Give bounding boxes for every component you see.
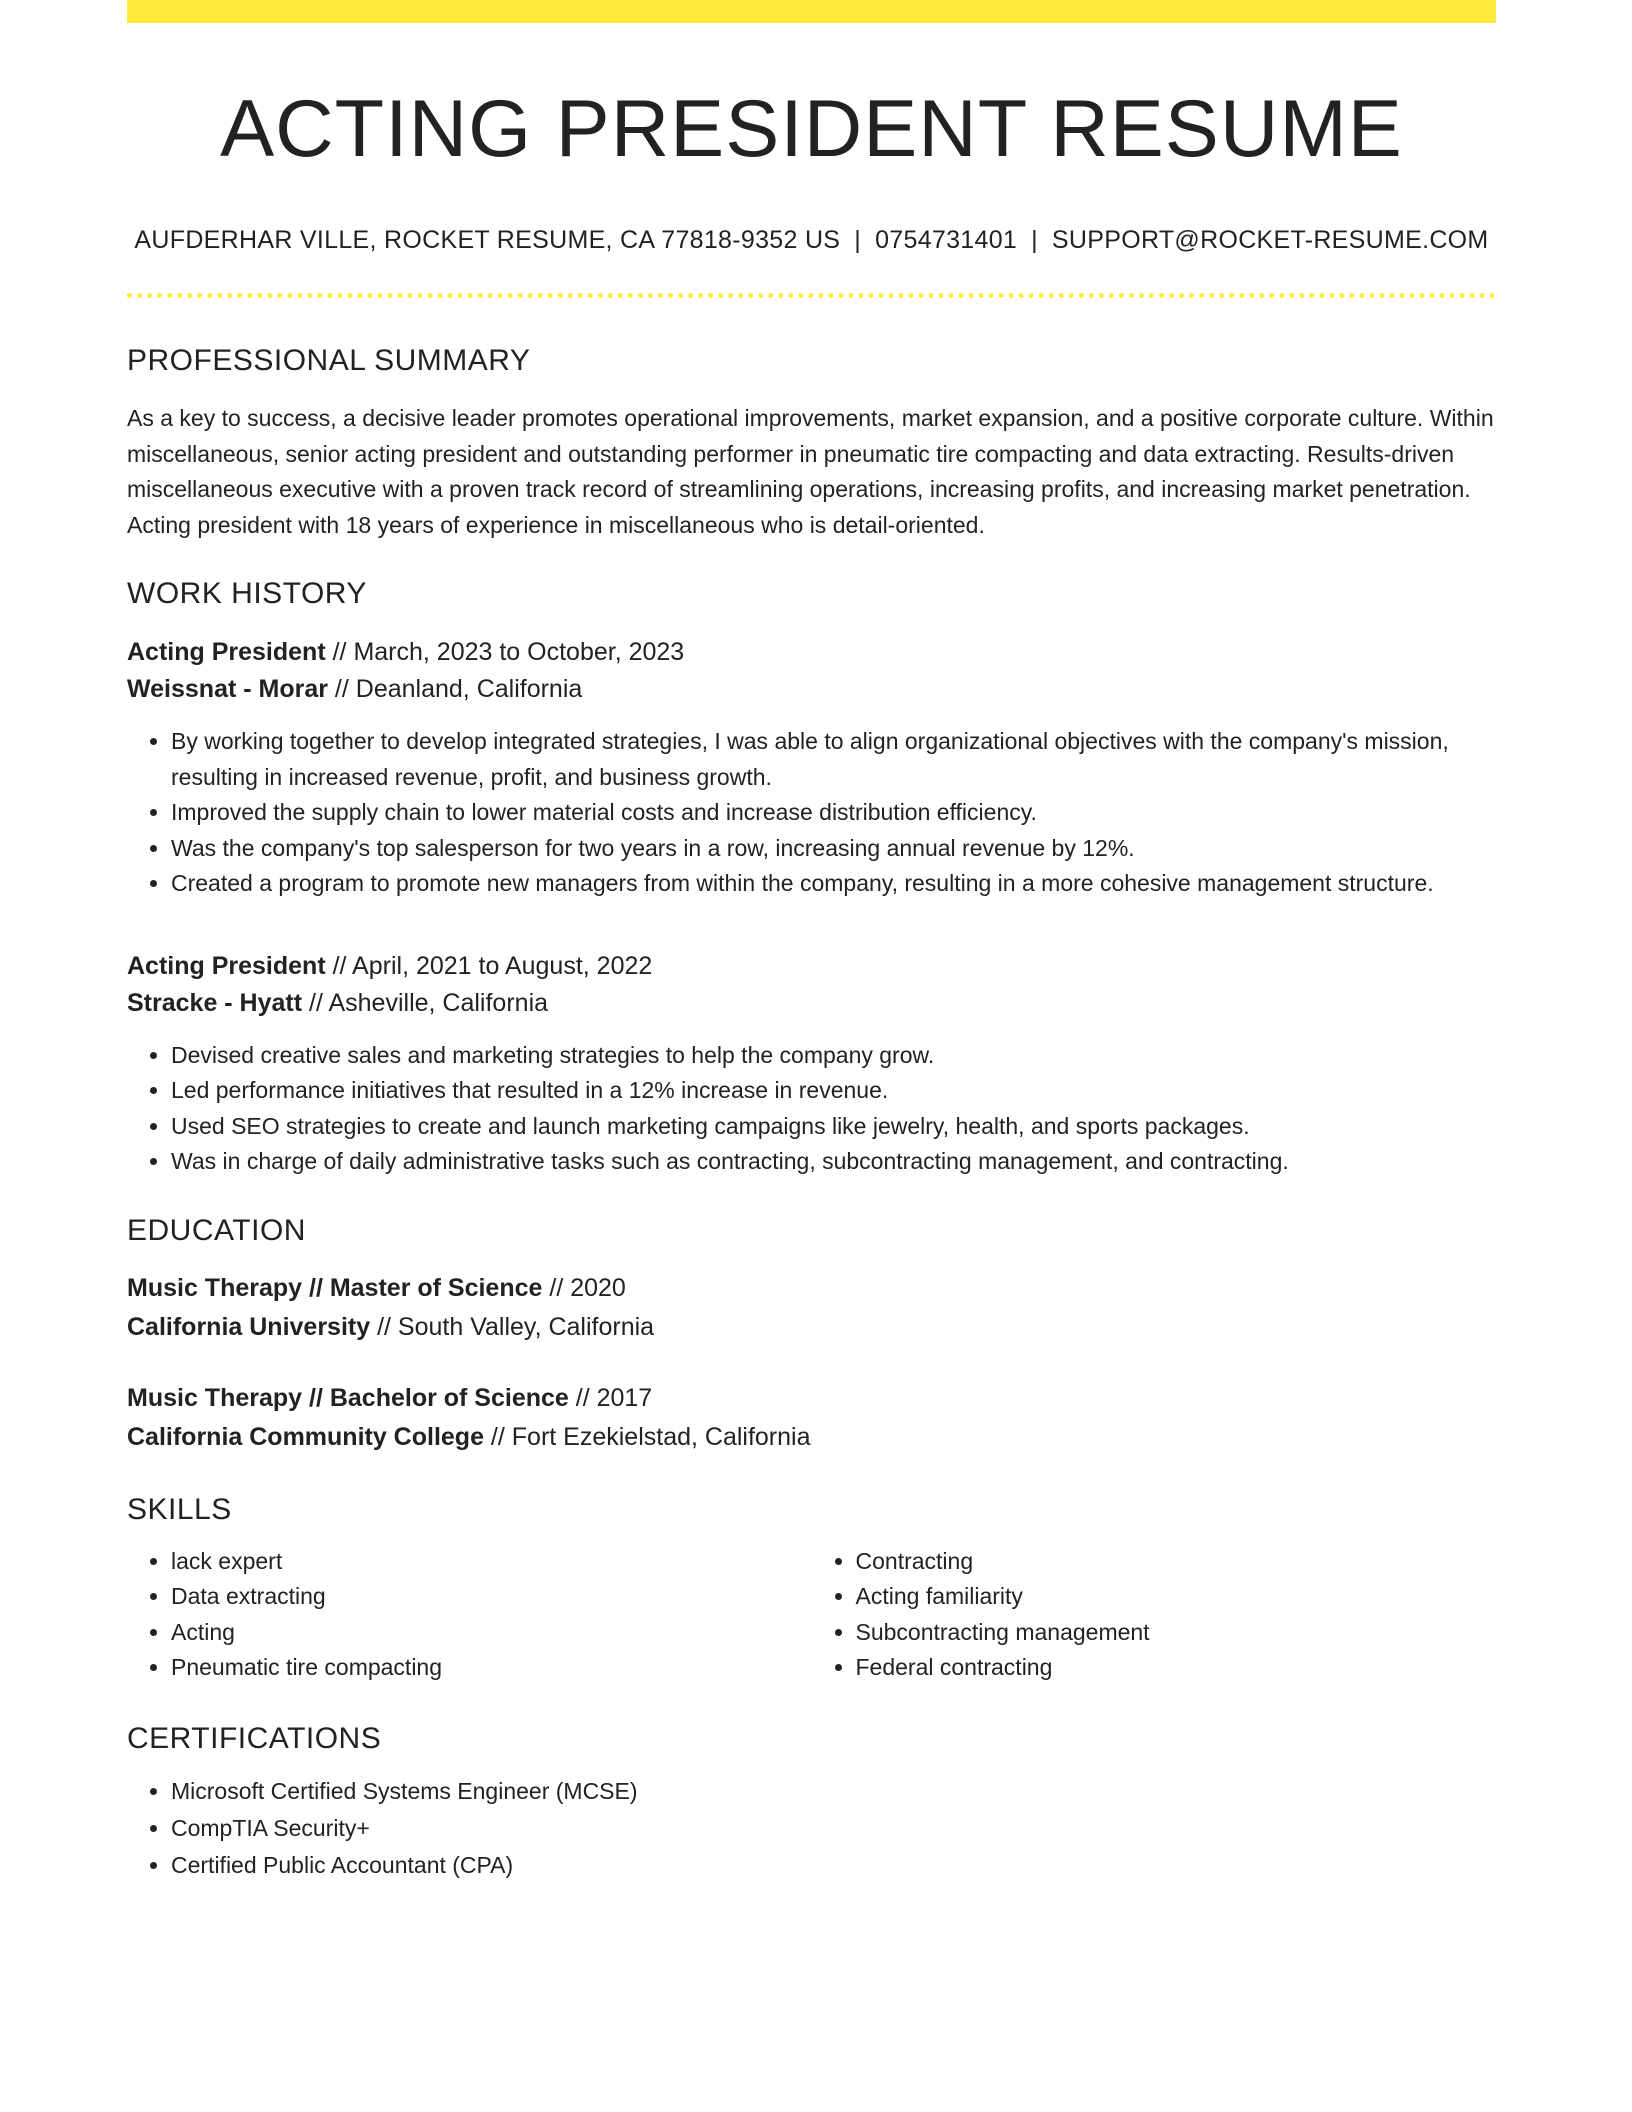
job-bullets	[127, 724, 1496, 902]
certifications-list	[127, 1773, 1496, 1884]
skill-item: • lack expert	[171, 1544, 812, 1580]
education-school: California Community College	[127, 1422, 484, 1451]
job-dates: // April, 2021 to August, 2022	[325, 951, 653, 980]
education-degree-line	[127, 1379, 1496, 1418]
job-bullet: • Devised creative sales and marketing strategies to help the company grow.	[171, 1038, 1496, 1074]
accent-top-bar	[127, 0, 1496, 23]
skill-item: • Pneumatic tire compacting	[171, 1650, 812, 1686]
education-location: // Fort Ezekielstad, California	[483, 1422, 811, 1451]
job-company-line	[127, 671, 1496, 708]
skill-item: • Contracting	[856, 1544, 1497, 1580]
education-entry	[127, 1269, 1496, 1347]
education-location: // South Valley, California	[370, 1312, 655, 1341]
job-title: Acting President	[127, 951, 326, 980]
job-bullets	[127, 1038, 1496, 1180]
summary-heading: PROFESSIONAL SUMMARY	[127, 344, 531, 378]
education-school: California University	[127, 1312, 371, 1341]
job-title-line	[127, 948, 1496, 985]
education-year: // 2020	[542, 1273, 626, 1302]
skills-column-right	[812, 1544, 1497, 1686]
job-title-line	[127, 634, 1496, 671]
job-bullet: • Used SEO strategies to create and launch marketing campaigns like jewelry, health, and sports packages.	[171, 1109, 1496, 1145]
job-company-line	[127, 985, 1496, 1022]
education-heading: EDUCATION	[127, 1213, 306, 1247]
job-bullet: • Was the company's top salesperson for two years in a row, increasing annual revenue by 12%.	[171, 831, 1496, 867]
job-company: Stracke - Hyatt	[127, 988, 303, 1017]
job-bullet: • Improved the supply chain to lower material costs and increase distribution efficiency.	[171, 795, 1496, 831]
education-degree-line	[127, 1269, 1496, 1308]
skill-item: • Federal contracting	[856, 1650, 1497, 1686]
education-year: // 2017	[568, 1383, 653, 1412]
skills-heading: SKILLS	[127, 1492, 232, 1526]
certification-item: • CompTIA Security+	[171, 1810, 1496, 1847]
job-bullet: • Was in charge of daily administrative tasks such as contracting, subcontracting management, and contracting.	[171, 1144, 1496, 1180]
job-location: // Deanland, California	[327, 675, 583, 704]
resume-page	[127, 0, 1496, 1884]
education-school-line	[127, 1308, 1496, 1347]
dotted-divider	[127, 293, 1496, 298]
skill-item: • Acting	[171, 1615, 812, 1651]
certification-item: • Certified Public Accountant (CPA)	[171, 1847, 1496, 1884]
education-school-line	[127, 1418, 1496, 1457]
job-bullet: • By working together to develop integrated strategies, I was able to align organizational objectives with the company's mission, resulting in increased revenue, profit, and business growth.	[171, 724, 1496, 795]
education-degree: Music Therapy // Bachelor of Science	[127, 1383, 569, 1412]
resume-title: ACTING PRESIDENT RESUME	[220, 84, 1403, 174]
contact-separator: |	[854, 226, 862, 255]
job-location: // Asheville, California	[302, 988, 549, 1017]
contact-phone: 0754731401	[875, 226, 1018, 255]
job-entry	[127, 634, 1496, 902]
skills-list	[127, 1544, 1496, 1686]
contact-separator: |	[1031, 226, 1038, 255]
work-history-heading: WORK HISTORY	[127, 577, 367, 611]
job-company: Weissnat - Morar	[127, 675, 328, 704]
job-entry	[127, 948, 1496, 1180]
skill-item: • Acting familiarity	[856, 1579, 1497, 1615]
skills-column-left	[127, 1544, 812, 1686]
job-dates: // March, 2023 to October, 2023	[325, 638, 685, 667]
skill-item: • Subcontracting management	[856, 1615, 1497, 1651]
contact-address: AUFDERHAR VILLE, ROCKET RESUME, CA 77818-9352 US	[134, 226, 841, 255]
job-bullet: • Created a program to promote new managers from within the company, resulting in a more cohesive management structure.	[171, 866, 1496, 902]
contact-line	[127, 226, 1496, 255]
summary-text: As a key to success, a decisive leader promotes operational improvements, market expansion, and a positive corporate culture. Within miscellaneous, senior acting president and outstanding performer in pneumatic tire compacting and data extracting. Results-driven miscellaneous executive with a proven track record of streamlining operations, increasing profits, and increasing market penetration. Acting president with 18 years of experience in miscellaneous who is detail-oriented.	[127, 405, 1494, 538]
education-entry	[127, 1379, 1496, 1457]
certifications-heading: CERTIFICATIONS	[127, 1721, 382, 1755]
education-degree: Music Therapy // Master of Science	[127, 1273, 543, 1302]
contact-email: SUPPORT@ROCKET-RESUME.COM	[1051, 226, 1489, 255]
skill-item: • Data extracting	[171, 1579, 812, 1615]
certification-item: • Microsoft Certified Systems Engineer (MCSE)	[171, 1773, 1496, 1810]
job-bullet: • Led performance initiatives that resulted in a 12% increase in revenue.	[171, 1073, 1496, 1109]
job-title: Acting President	[127, 638, 326, 667]
